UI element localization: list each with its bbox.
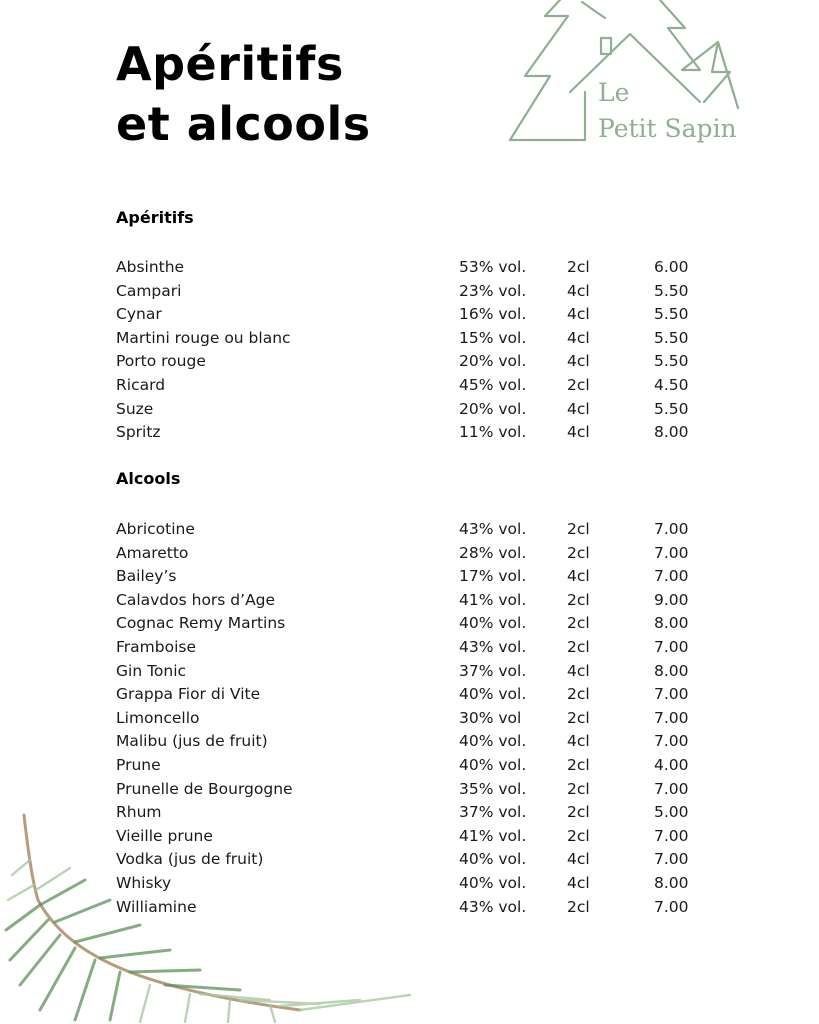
item-price: 7.00: [654, 732, 689, 751]
item-volume: 11% vol.: [459, 423, 527, 442]
menu-row: [116, 730, 716, 754]
item-volume: 43% vol.: [459, 520, 527, 538]
item-volume: 35% vol.: [459, 779, 527, 798]
item-volume: 15% vol.: [459, 328, 527, 347]
item-name: Vodka (jus de fruit): [116, 850, 264, 869]
item-volume: 43% vol.: [459, 637, 527, 656]
item-name: Abricotine: [116, 520, 195, 538]
item-volume: 20% vol.: [459, 399, 527, 418]
item-price: 7.00: [654, 543, 689, 562]
item-name: Prune: [116, 755, 161, 774]
item-name: Cynar: [116, 305, 162, 324]
item-volume: 40% vol.: [459, 850, 527, 869]
item-quantity: 4cl: [567, 399, 590, 418]
item-price: 7.00: [654, 826, 689, 845]
item-price: 4.50: [654, 375, 689, 394]
item-name: Campari: [116, 281, 182, 300]
menu-row: [116, 421, 716, 445]
menu-row: [116, 707, 716, 731]
item-volume: 41% vol.: [459, 826, 527, 845]
item-quantity: 4cl: [567, 305, 590, 324]
item-name: Absinthe: [116, 258, 185, 276]
item-name: Martini rouge ou blanc: [116, 328, 291, 347]
item-name: Limoncello: [116, 708, 200, 727]
menu-row: [116, 398, 716, 422]
item-name: Calavdos hors d’Age: [116, 590, 276, 609]
item-price: 4.00: [654, 755, 689, 774]
item-volume: 28% vol.: [459, 543, 527, 562]
item-volume: 40% vol.: [459, 873, 527, 892]
item-volume: 41% vol.: [459, 590, 527, 609]
item-volume: 53% vol.: [459, 258, 527, 276]
menu-row: [116, 303, 716, 327]
item-price: 5.50: [654, 281, 689, 300]
item-price: 8.00: [654, 614, 689, 633]
item-price: 5.50: [654, 305, 689, 324]
menu-row: [116, 256, 716, 280]
item-price: 8.00: [654, 423, 689, 442]
item-volume: 16% vol.: [459, 305, 527, 324]
menu-row: [116, 754, 716, 778]
menu-row: [116, 683, 716, 707]
item-price: 6.00: [654, 258, 689, 276]
menu-row: [116, 518, 716, 542]
page-title-line2: et alcools: [116, 97, 371, 151]
item-quantity: 2cl: [567, 708, 590, 727]
menu-row: [116, 327, 716, 351]
item-name: Vieille prune: [116, 826, 213, 845]
item-name: Ricard: [116, 375, 166, 394]
item-name: Spritz: [116, 423, 161, 442]
item-quantity: 2cl: [567, 755, 590, 774]
item-volume: 40% vol.: [459, 732, 527, 751]
item-quantity: 4cl: [567, 850, 590, 869]
menu-row: [116, 660, 716, 684]
item-name: Malibu (jus de fruit): [116, 732, 268, 751]
item-quantity: 2cl: [567, 614, 590, 633]
menu-row: [116, 374, 716, 398]
item-name: Williamine: [116, 897, 197, 916]
section-heading-aperitifs: Apéritifs: [116, 208, 194, 227]
item-name: Whisky: [116, 873, 172, 892]
item-quantity: 2cl: [567, 258, 590, 276]
item-quantity: 2cl: [567, 637, 590, 656]
logo-text-petit-sapin: Petit Sapin: [598, 114, 737, 143]
item-quantity: 2cl: [567, 685, 590, 704]
item-volume: 17% vol.: [459, 567, 527, 586]
item-price: 7.00: [654, 520, 689, 538]
item-volume: 30% vol: [459, 708, 522, 727]
item-price: 8.00: [654, 661, 689, 680]
item-quantity: 4cl: [567, 732, 590, 751]
item-price: 5.50: [654, 399, 689, 418]
item-name: Grappa Fior di Vite: [116, 685, 261, 704]
item-quantity: 2cl: [567, 803, 590, 822]
item-price: 5.50: [654, 328, 689, 347]
item-name: Framboise: [116, 637, 196, 656]
section-heading-alcools: Alcools: [116, 469, 181, 488]
menu-row: [116, 589, 716, 613]
item-price: 7.00: [654, 850, 689, 869]
menu-row: [116, 636, 716, 660]
item-quantity: 4cl: [567, 328, 590, 347]
item-name: Suze: [116, 399, 154, 418]
item-volume: 37% vol.: [459, 661, 527, 680]
item-volume: 20% vol.: [459, 352, 527, 371]
menu-row: [116, 565, 716, 589]
item-volume: 45% vol.: [459, 375, 527, 394]
item-quantity: 2cl: [567, 826, 590, 845]
logo-text-le: Le: [598, 78, 630, 107]
item-quantity: 2cl: [567, 375, 590, 394]
item-price: 7.00: [654, 897, 689, 916]
item-quantity: 4cl: [567, 661, 590, 680]
page-title-line1: Apéritifs: [116, 37, 344, 91]
item-price: 8.00: [654, 873, 689, 892]
item-price: 9.00: [654, 590, 689, 609]
item-name: Amaretto: [116, 543, 189, 562]
item-name: Gin Tonic: [116, 661, 187, 680]
item-price: 7.00: [654, 708, 689, 727]
page-title: [116, 34, 371, 154]
item-price: 7.00: [654, 779, 689, 798]
item-name: Porto rouge: [116, 352, 206, 371]
item-volume: 23% vol.: [459, 281, 527, 300]
item-price: 5.00: [654, 803, 689, 822]
item-quantity: 2cl: [567, 590, 590, 609]
menu-row: [116, 778, 716, 802]
menu-row: [116, 542, 716, 566]
menu-row: [116, 280, 716, 304]
item-quantity: 4cl: [567, 352, 590, 371]
item-volume: 40% vol.: [459, 614, 527, 633]
fir-branch-icon: [0, 810, 430, 1024]
item-volume: 37% vol.: [459, 803, 527, 822]
item-price: 7.00: [654, 637, 689, 656]
item-name: Bailey’s: [116, 567, 177, 586]
item-volume: 40% vol.: [459, 755, 527, 774]
item-price: 7.00: [654, 685, 689, 704]
menu-row: [116, 350, 716, 374]
item-name: Prunelle de Bourgogne: [116, 779, 293, 798]
item-name: Cognac Remy Martins: [116, 614, 286, 633]
item-quantity: 2cl: [567, 897, 590, 916]
item-quantity: 4cl: [567, 281, 590, 300]
item-volume: 40% vol.: [459, 685, 527, 704]
item-quantity: 2cl: [567, 779, 590, 798]
item-quantity: 4cl: [567, 423, 590, 442]
item-quantity: 4cl: [567, 873, 590, 892]
menu-row: [116, 612, 716, 636]
item-quantity: 4cl: [567, 567, 590, 586]
item-volume: 43% vol.: [459, 897, 527, 916]
item-quantity: 2cl: [567, 543, 590, 562]
item-quantity: 2cl: [567, 520, 590, 538]
aperitifs-list: [116, 256, 716, 445]
item-price: 7.00: [654, 567, 689, 586]
item-name: Rhum: [116, 803, 162, 822]
item-price: 5.50: [654, 352, 689, 371]
